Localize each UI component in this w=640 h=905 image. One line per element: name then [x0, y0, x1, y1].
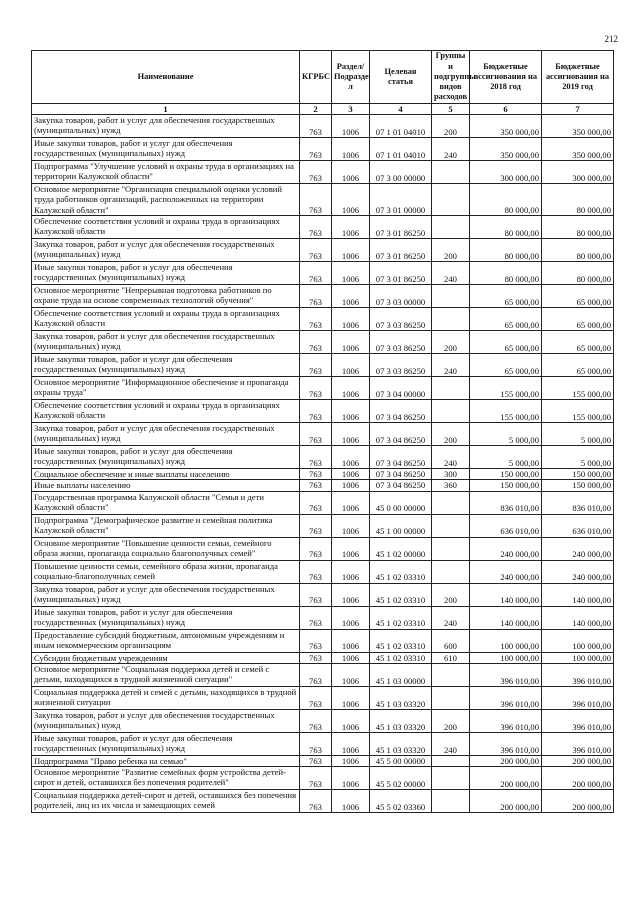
row-amount-2018: 5 000,00: [470, 423, 542, 446]
row-amount-2019: 200 000,00: [542, 755, 614, 766]
row-target: 45 1 02 03310: [370, 629, 432, 652]
row-amount-2018: 5 000,00: [470, 446, 542, 469]
row-target: 45 5 02 03360: [370, 790, 432, 813]
row-section: 1006: [332, 446, 370, 469]
row-group: [432, 400, 470, 423]
column-number: 4: [370, 104, 432, 115]
row-target: 07 3 04 00000: [370, 377, 432, 400]
row-group: [432, 491, 470, 514]
row-section: 1006: [332, 138, 370, 161]
table-row: [32, 560, 614, 583]
row-amount-2019: 300 000,00: [542, 161, 614, 184]
row-kgrbs: 763: [300, 480, 332, 491]
row-amount-2018: 636 010,00: [470, 514, 542, 537]
row-section: 1006: [332, 239, 370, 262]
row-kgrbs: 763: [300, 161, 332, 184]
row-target: 07 1 01 04010: [370, 138, 432, 161]
row-amount-2018: 80 000,00: [470, 262, 542, 285]
page-number: 212: [604, 34, 618, 44]
row-group: [432, 184, 470, 216]
row-amount-2018: 65 000,00: [470, 331, 542, 354]
row-target: 07 3 04 86250: [370, 469, 432, 480]
row-group: [432, 377, 470, 400]
row-group: 240: [432, 354, 470, 377]
row-name: Иные выплаты населению: [32, 480, 300, 491]
row-kgrbs: 763: [300, 732, 332, 755]
table-row: [32, 161, 614, 184]
row-amount-2018: 80 000,00: [470, 216, 542, 239]
row-name: Иные закупки товаров, работ и услуг для обеспечения государственных (муниципальных) нужд: [32, 446, 300, 469]
row-kgrbs: 763: [300, 331, 332, 354]
row-section: 1006: [332, 377, 370, 400]
row-target: 07 3 03 86250: [370, 331, 432, 354]
table-row: [32, 262, 614, 285]
row-target: 07 3 01 86250: [370, 216, 432, 239]
row-section: 1006: [332, 115, 370, 138]
table-row: [32, 184, 614, 216]
row-name: Основное мероприятие "Социальная поддержка детей и семей с детьми, находящихся в трудной жизненной ситуации": [32, 663, 300, 686]
row-target: 07 3 04 86250: [370, 400, 432, 423]
row-group: 240: [432, 262, 470, 285]
row-kgrbs: 763: [300, 262, 332, 285]
row-group: 200: [432, 331, 470, 354]
row-target: 45 1 02 03310: [370, 583, 432, 606]
table-row: [32, 115, 614, 138]
row-amount-2018: 140 000,00: [470, 583, 542, 606]
row-group: 600: [432, 629, 470, 652]
table-row: [32, 663, 614, 686]
row-section: 1006: [332, 629, 370, 652]
row-amount-2019: 100 000,00: [542, 629, 614, 652]
table-row: [32, 377, 614, 400]
row-group: [432, 514, 470, 537]
row-name: Обеспечение соответствия условий и охраны труда в организациях Калужской области: [32, 400, 300, 423]
row-group: 200: [432, 583, 470, 606]
row-amount-2019: 155 000,00: [542, 400, 614, 423]
column-number: 7: [542, 104, 614, 115]
row-section: 1006: [332, 331, 370, 354]
row-amount-2018: 396 010,00: [470, 663, 542, 686]
table-row: [32, 652, 614, 663]
row-name: Социальная поддержка детей-сирот и детей, оставшихся без попечения родителей, лиц из их числа и замещающих семей: [32, 790, 300, 813]
row-amount-2019: 65 000,00: [542, 285, 614, 308]
row-name: Обеспечение соответствия условий и охраны труда в организациях Калужской области: [32, 308, 300, 331]
row-kgrbs: 763: [300, 537, 332, 560]
row-section: 1006: [332, 606, 370, 629]
table-row: [32, 331, 614, 354]
table-row: [32, 686, 614, 709]
row-name: Социальное обеспечение и иные выплаты населению: [32, 469, 300, 480]
row-group: [432, 663, 470, 686]
row-section: 1006: [332, 732, 370, 755]
row-kgrbs: 763: [300, 354, 332, 377]
row-kgrbs: 763: [300, 755, 332, 766]
row-target: 07 3 01 00000: [370, 184, 432, 216]
row-target: 45 1 02 03310: [370, 560, 432, 583]
row-section: 1006: [332, 514, 370, 537]
row-amount-2019: 100 000,00: [542, 652, 614, 663]
table-row: [32, 308, 614, 331]
row-amount-2019: 396 010,00: [542, 732, 614, 755]
row-target: 07 3 04 86250: [370, 480, 432, 491]
row-name: Основное мероприятие "Развитие семейных форм устройства детей-сирот и детей, оставшихся без попечения родителей": [32, 767, 300, 790]
row-group: 240: [432, 606, 470, 629]
row-amount-2019: 396 010,00: [542, 663, 614, 686]
row-target: 45 1 02 00000: [370, 537, 432, 560]
row-section: 1006: [332, 354, 370, 377]
row-section: 1006: [332, 790, 370, 813]
row-amount-2019: 140 000,00: [542, 606, 614, 629]
row-kgrbs: 763: [300, 138, 332, 161]
column-number: 1: [32, 104, 300, 115]
row-amount-2019: 150 000,00: [542, 469, 614, 480]
table-row: [32, 767, 614, 790]
row-name: Государственная программа Калужской области "Семья и дети Калужской области": [32, 491, 300, 514]
table-row: [32, 400, 614, 423]
row-kgrbs: 763: [300, 652, 332, 663]
row-amount-2019: 150 000,00: [542, 480, 614, 491]
table-row: [32, 491, 614, 514]
table-row: [32, 537, 614, 560]
row-group: [432, 686, 470, 709]
row-amount-2019: 65 000,00: [542, 308, 614, 331]
row-target: 45 1 02 03310: [370, 606, 432, 629]
table-row: [32, 755, 614, 766]
row-name: Повышение ценности семьи, семейного образа жизни, пропаганда социально-благополучных семей: [32, 560, 300, 583]
row-kgrbs: 763: [300, 308, 332, 331]
row-name: Иные закупки товаров, работ и услуг для обеспечения государственных (муниципальных) нужд: [32, 732, 300, 755]
row-target: 45 1 00 00000: [370, 514, 432, 537]
row-group: 240: [432, 732, 470, 755]
row-kgrbs: 763: [300, 239, 332, 262]
row-group: [432, 537, 470, 560]
row-name: Иные закупки товаров, работ и услуг для обеспечения государственных (муниципальных) нужд: [32, 606, 300, 629]
row-section: 1006: [332, 767, 370, 790]
row-amount-2019: 200 000,00: [542, 790, 614, 813]
row-target: 45 1 02 03310: [370, 652, 432, 663]
row-target: 07 3 04 86250: [370, 446, 432, 469]
row-group: [432, 161, 470, 184]
row-amount-2018: 150 000,00: [470, 469, 542, 480]
column-number: 3: [332, 104, 370, 115]
row-kgrbs: 763: [300, 423, 332, 446]
row-kgrbs: 763: [300, 583, 332, 606]
row-section: 1006: [332, 262, 370, 285]
row-amount-2018: 240 000,00: [470, 537, 542, 560]
table-row: [32, 446, 614, 469]
table-row: [32, 469, 614, 480]
row-section: 1006: [332, 469, 370, 480]
row-section: 1006: [332, 583, 370, 606]
row-amount-2018: 200 000,00: [470, 790, 542, 813]
table-row: [32, 423, 614, 446]
table-row: [32, 732, 614, 755]
row-name: Субсидии бюджетным учреждениям: [32, 652, 300, 663]
row-amount-2019: 65 000,00: [542, 354, 614, 377]
row-name: Основное мероприятие "Информационное обеспечение и пропаганда охраны труда": [32, 377, 300, 400]
row-group: 200: [432, 423, 470, 446]
row-kgrbs: 763: [300, 514, 332, 537]
row-group: 360: [432, 480, 470, 491]
row-target: 45 0 00 00000: [370, 491, 432, 514]
row-name: Подпрограмма "Улучшение условий и охраны труда в организациях на территории Калужской области": [32, 161, 300, 184]
row-target: 07 3 03 86250: [370, 308, 432, 331]
row-kgrbs: 763: [300, 663, 332, 686]
row-group: 240: [432, 138, 470, 161]
header-row: [32, 51, 614, 104]
row-amount-2019: 80 000,00: [542, 216, 614, 239]
row-amount-2018: 65 000,00: [470, 285, 542, 308]
row-target: 07 3 04 86250: [370, 423, 432, 446]
table-row: [32, 790, 614, 813]
table-row: [32, 583, 614, 606]
row-amount-2018: 150 000,00: [470, 480, 542, 491]
row-amount-2019: 396 010,00: [542, 709, 614, 732]
row-group: 200: [432, 239, 470, 262]
row-name: Подпрограмма "Право ребенка на семью": [32, 755, 300, 766]
header-groups: Группы и подгруппы видов расходов: [432, 51, 470, 104]
header-2019: Бюджетные ассигнования на 2019 год: [542, 51, 614, 104]
row-amount-2018: 396 010,00: [470, 686, 542, 709]
row-name: Закупка товаров, работ и услуг для обеспечения государственных (муниципальных) нужд: [32, 423, 300, 446]
row-kgrbs: 763: [300, 709, 332, 732]
row-section: 1006: [332, 755, 370, 766]
table-row: [32, 285, 614, 308]
row-kgrbs: 763: [300, 400, 332, 423]
row-kgrbs: 763: [300, 446, 332, 469]
table-row: [32, 709, 614, 732]
row-amount-2018: 396 010,00: [470, 709, 542, 732]
row-kgrbs: 763: [300, 790, 332, 813]
header-name: Наименование: [32, 51, 300, 104]
row-target: 07 1 01 04010: [370, 115, 432, 138]
row-group: [432, 790, 470, 813]
row-amount-2018: 300 000,00: [470, 161, 542, 184]
row-target: 45 1 03 00000: [370, 663, 432, 686]
row-amount-2019: 240 000,00: [542, 560, 614, 583]
row-name: Иные закупки товаров, работ и услуг для обеспечения государственных (муниципальных) нужд: [32, 262, 300, 285]
header-kgrbs: КГРБС: [300, 51, 332, 104]
row-target: 45 1 03 03320: [370, 686, 432, 709]
row-amount-2018: 65 000,00: [470, 308, 542, 331]
row-group: [432, 560, 470, 583]
row-group: [432, 755, 470, 766]
row-name: Основное мероприятие "Непрерывная подготовка работников по охране труда на основе современных технологий обучения": [32, 285, 300, 308]
table-row: [32, 480, 614, 491]
column-number: 5: [432, 104, 470, 115]
row-kgrbs: 763: [300, 686, 332, 709]
row-section: 1006: [332, 423, 370, 446]
row-amount-2018: 155 000,00: [470, 400, 542, 423]
row-name: Основное мероприятие "Организация специальной оценки условий труда работников организаций, расположенных на территории Калужской области": [32, 184, 300, 216]
budget-table: [31, 50, 614, 813]
row-amount-2018: 140 000,00: [470, 606, 542, 629]
row-section: 1006: [332, 161, 370, 184]
row-amount-2019: 140 000,00: [542, 583, 614, 606]
row-target: 07 3 01 86250: [370, 239, 432, 262]
column-number-row: [32, 104, 614, 115]
row-target: 45 5 00 00000: [370, 755, 432, 766]
row-group: [432, 767, 470, 790]
row-kgrbs: 763: [300, 216, 332, 239]
row-kgrbs: 763: [300, 606, 332, 629]
row-amount-2019: 240 000,00: [542, 537, 614, 560]
row-amount-2019: 80 000,00: [542, 262, 614, 285]
row-section: 1006: [332, 686, 370, 709]
row-group: 200: [432, 115, 470, 138]
row-section: 1006: [332, 560, 370, 583]
row-section: 1006: [332, 709, 370, 732]
row-amount-2019: 5 000,00: [542, 423, 614, 446]
header-target: Целевая статья: [370, 51, 432, 104]
row-name: Закупка товаров, работ и услуг для обеспечения государственных (муниципальных) нужд: [32, 115, 300, 138]
table-row: [32, 606, 614, 629]
row-kgrbs: 763: [300, 184, 332, 216]
row-target: 07 3 00 00000: [370, 161, 432, 184]
row-section: 1006: [332, 491, 370, 514]
row-amount-2018: 155 000,00: [470, 377, 542, 400]
row-amount-2018: 240 000,00: [470, 560, 542, 583]
row-kgrbs: 763: [300, 560, 332, 583]
row-amount-2018: 200 000,00: [470, 755, 542, 766]
row-group: [432, 308, 470, 331]
column-number: 6: [470, 104, 542, 115]
row-target: 07 3 03 86250: [370, 354, 432, 377]
row-name: Социальная поддержка детей и семей с детьми, находящихся в трудной жизненной ситуации: [32, 686, 300, 709]
row-group: 240: [432, 446, 470, 469]
row-amount-2019: 836 010,00: [542, 491, 614, 514]
row-amount-2019: 396 010,00: [542, 686, 614, 709]
table-row: [32, 354, 614, 377]
row-kgrbs: 763: [300, 469, 332, 480]
row-name: Подпрограмма "Демографическое развитие и семейная политика Калужской области": [32, 514, 300, 537]
row-kgrbs: 763: [300, 767, 332, 790]
row-amount-2018: 80 000,00: [470, 184, 542, 216]
row-amount-2018: 65 000,00: [470, 354, 542, 377]
row-section: 1006: [332, 537, 370, 560]
row-amount-2019: 350 000,00: [542, 138, 614, 161]
row-amount-2019: 155 000,00: [542, 377, 614, 400]
row-section: 1006: [332, 400, 370, 423]
row-group: 200: [432, 709, 470, 732]
row-amount-2018: 100 000,00: [470, 652, 542, 663]
header-2018: Бюджетные ассигнования на 2018 год: [470, 51, 542, 104]
table-row: [32, 514, 614, 537]
row-section: 1006: [332, 308, 370, 331]
row-kgrbs: 763: [300, 115, 332, 138]
row-section: 1006: [332, 184, 370, 216]
row-name: Основное мероприятие "Повышение ценности семьи, семейного образа жизни, пропаганда социально благополучных семей": [32, 537, 300, 560]
row-kgrbs: 763: [300, 285, 332, 308]
row-target: 45 5 02 00000: [370, 767, 432, 790]
table-row: [32, 138, 614, 161]
row-group: 300: [432, 469, 470, 480]
row-name: Закупка товаров, работ и услуг для обеспечения государственных (муниципальных) нужд: [32, 709, 300, 732]
row-section: 1006: [332, 663, 370, 686]
row-name: Иные закупки товаров, работ и услуг для обеспечения государственных (муниципальных) нужд: [32, 354, 300, 377]
row-name: Обеспечение соответствия условий и охраны труда в организациях Калужской области: [32, 216, 300, 239]
row-amount-2019: 636 010,00: [542, 514, 614, 537]
row-section: 1006: [332, 652, 370, 663]
row-section: 1006: [332, 285, 370, 308]
row-target: 45 1 03 03320: [370, 709, 432, 732]
row-group: [432, 216, 470, 239]
row-group: 610: [432, 652, 470, 663]
row-amount-2018: 396 010,00: [470, 732, 542, 755]
row-name: Предоставление субсидий бюджетным, автономным учреждениям и иным некоммерческим организациям: [32, 629, 300, 652]
row-target: 45 1 03 03320: [370, 732, 432, 755]
table-row: [32, 216, 614, 239]
row-group: [432, 285, 470, 308]
row-name: Закупка товаров, работ и услуг для обеспечения государственных (муниципальных) нужд: [32, 239, 300, 262]
row-name: Закупка товаров, работ и услуг для обеспечения государственных (муниципальных) нужд: [32, 331, 300, 354]
row-section: 1006: [332, 480, 370, 491]
row-amount-2018: 836 010,00: [470, 491, 542, 514]
row-amount-2018: 350 000,00: [470, 138, 542, 161]
row-amount-2018: 200 000,00: [470, 767, 542, 790]
row-target: 07 3 03 00000: [370, 285, 432, 308]
row-amount-2019: 80 000,00: [542, 239, 614, 262]
row-kgrbs: 763: [300, 629, 332, 652]
row-amount-2018: 350 000,00: [470, 115, 542, 138]
row-amount-2018: 80 000,00: [470, 239, 542, 262]
table-row: [32, 629, 614, 652]
row-kgrbs: 763: [300, 377, 332, 400]
row-amount-2019: 200 000,00: [542, 767, 614, 790]
row-amount-2019: 5 000,00: [542, 446, 614, 469]
row-name: Закупка товаров, работ и услуг для обеспечения государственных (муниципальных) нужд: [32, 583, 300, 606]
row-amount-2019: 80 000,00: [542, 184, 614, 216]
column-number: 2: [300, 104, 332, 115]
row-section: 1006: [332, 216, 370, 239]
row-kgrbs: 763: [300, 491, 332, 514]
row-name: Иные закупки товаров, работ и услуг для обеспечения государственных (муниципальных) нужд: [32, 138, 300, 161]
row-target: 07 3 01 86250: [370, 262, 432, 285]
header-section: Раздел/ Подразде л: [332, 51, 370, 104]
row-amount-2018: 100 000,00: [470, 629, 542, 652]
row-amount-2019: 65 000,00: [542, 331, 614, 354]
table-row: [32, 239, 614, 262]
row-amount-2019: 350 000,00: [542, 115, 614, 138]
